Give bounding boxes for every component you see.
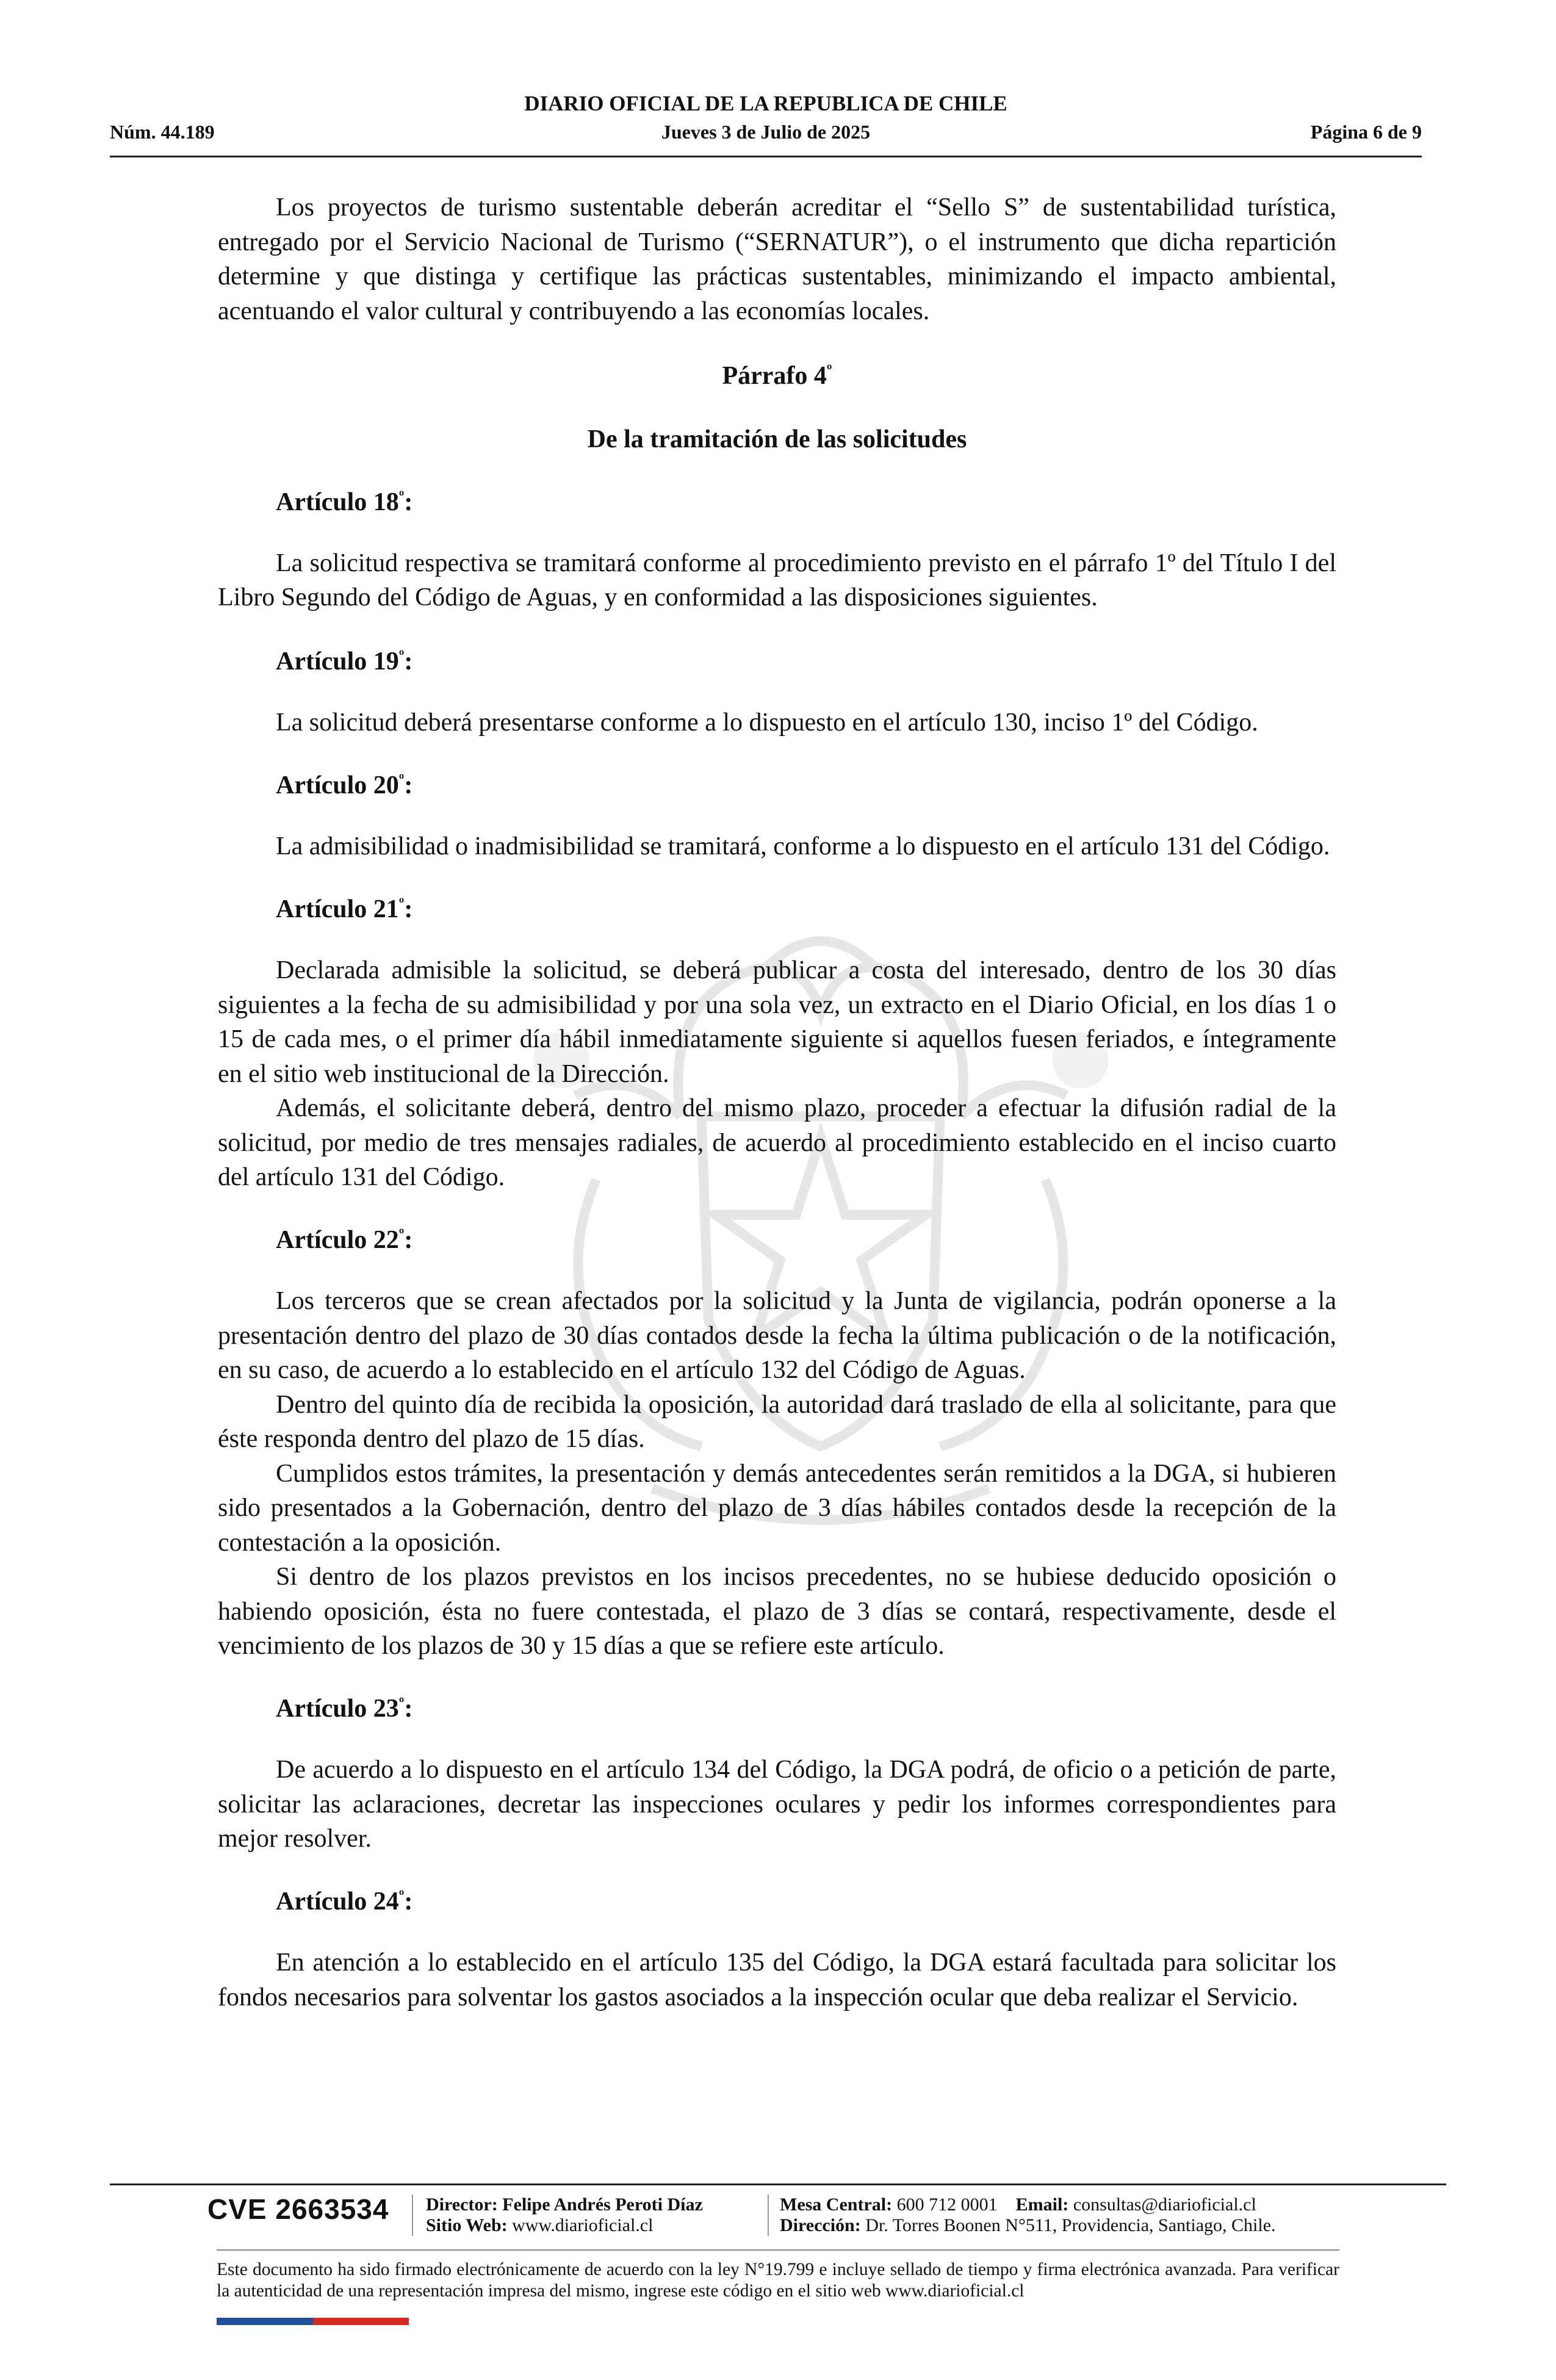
address-label: Dirección:	[780, 2215, 861, 2235]
article-18-text: La solicitud respectiva se tramitará conforme al procedimiento previsto en el párrafo 1º del Título I del Libro Segundo del Código de Aguas, y en conformidad a las disposiciones siguientes.	[218, 549, 1336, 611]
header-divider	[110, 156, 1422, 157]
gazette-title: DIARIO OFICIAL DE LA REPUBLICA DE CHILE	[524, 92, 1007, 115]
footer-director-block	[426, 2194, 703, 2236]
mesa-label: Mesa Central:	[780, 2194, 893, 2215]
article-24-text: En atención a lo establecido en el artículo 135 del Código, la DGA estará facultada para solicitar los fondos necesarios para solventar los gastos asociados a la inspección ocular que deba realizar el Servicio.	[218, 1949, 1336, 2011]
article-22-text-3: Cumplidos estos trámites, la presentación y demás antecedentes serán remitidos a la DGA, si hubieren sido presentados a la Gobernación, dentro del plazo de 3 días hábiles contados desde la recepción de la contestación a la oposición.	[218, 1459, 1336, 1557]
article-22-heading: Artículo $22^º$:	[276, 1225, 413, 1254]
article-21-text-1: Declarada admisible la solicitud, se deberá publicar a costa del interesado, dentro de los 30 días siguientes a la fecha de su admisibilidad y por una sola vez, un extracto en el Diario Oficial, en los días 1 o 15 de cada mes, o el primer día hábil inmediatamente siguiente si aquellos fuesen feriados, e íntegramente en el sitio web institucional de la Dirección.	[218, 956, 1336, 1088]
cve-code: CVE 2663534	[207, 2193, 389, 2225]
article-24-heading: Artículo $24^º$:	[276, 1886, 413, 1916]
article-18-heading: Artículo $18^º$:	[276, 488, 413, 516]
footer-separator	[768, 2194, 769, 2236]
article-19-text: La solicitud deberá presentarse conforme a lo dispuesto en el artículo 130, inciso 1º del Código.	[276, 709, 1258, 737]
intro-paragraph: Los proyectos de turismo sustentable deberán acreditar el “Sello S” de sustentabilidad turística, entregado por el Servicio Nacional de Turismo (“SERNATUR”), o el instrumento que dicha repartición determine y que distinga y certifique las prácticas sustentables, minimizando el impacto ambiental, acentuando el valor cultural y contribuyendo a las economías locales.	[218, 193, 1336, 325]
footer-divider-thin	[217, 2249, 1339, 2251]
legal-notice: Este documento ha sido firmado electrónicamente de acuerdo con la ley N°19.799 e incluye sellado de tiempo y firma electrónica avanzada. Para verificar la autenticidad de una representación impresa del mismo, ingrese este código en el sitio web www.diarioficial.cl	[217, 2260, 1339, 2301]
page-header	[110, 92, 1422, 150]
article-23-heading: Artículo $23^º$:	[276, 1693, 413, 1723]
address-value: Dr. Torres Boonen N°511, Providencia, Santiago, Chile.	[865, 2215, 1276, 2235]
footer-divider	[110, 2183, 1446, 2185]
article-22-text-1: Los terceros que se crean afectados por la solicitud y la Junta de vigilancia, podrán oponerse a la presentación dentro del plazo de 30 días contados desde la fecha la última publicación o de la notificación, en su caso, de acuerdo a lo establecido en el artículo 132 del Código de Aguas.	[218, 1287, 1336, 1384]
site-link[interactable]: www.diarioficial.cl	[512, 2215, 654, 2235]
article-22-text-2: Dentro del quinto día de recibida la oposición, la autoridad dará traslado de ella al solicitante, para que éste responda dentro del plazo de 15 días.	[218, 1390, 1336, 1453]
section-subheading: De la tramitación de las solicitudes	[587, 425, 967, 453]
email-link[interactable]: consultas@diarioficial.cl	[1073, 2194, 1256, 2215]
director-label: Director:	[426, 2194, 498, 2215]
flag-stripe-blue	[217, 2318, 313, 2325]
article-21-text-2: Además, el solicitante deberá, dentro del mismo plazo, proceder a efectuar la difusión radial de la solicitud, por medio de tres mensajes radiales, de acuerdo al procedimiento establecido en el inciso cuarto del artículo 131 del Código.	[218, 1094, 1336, 1191]
article-19-heading: Artículo $19^º$:	[276, 646, 413, 676]
article-23-text: De acuerdo a lo dispuesto en el artículo 134 del Código, la DGA podrá, de oficio o a petición de parte, solicitar las aclaraciones, decretar las inspecciones oculares y pedir los informes correspondientes para mejor resolver.	[218, 1756, 1336, 1853]
footer-contact-block	[780, 2194, 1276, 2236]
article-21-heading: Artículo $21^º$:	[276, 894, 413, 923]
article-20-heading: Artículo $20^º$:	[276, 770, 413, 799]
issue-date: Jueves 3 de Julio de 2025	[661, 121, 871, 143]
email-label: Email:	[1015, 2194, 1069, 2215]
mesa-value: 600 712 0001	[896, 2194, 998, 2215]
article-22-text-4: Si dentro de los plazos previstos en los incisos precedentes, no se hubiese deducido oposición o habiendo oposición, ésta no fuere contestada, el plazo de 3 días se contará, respectivamente, desde el vencimiento de los plazos de 30 y 15 días a que se refiere este artículo.	[218, 1563, 1336, 1660]
site-label: Sitio Web:	[426, 2215, 508, 2235]
page-number: Página 6 de 9	[1310, 121, 1422, 143]
flag-stripe-red	[313, 2318, 409, 2325]
footer-separator	[412, 2194, 413, 2236]
article-20-text: La admisibilidad o inadmisibilidad se tramitará, conforme a lo dispuesto en el artículo 131 del Código.	[276, 832, 1330, 860]
document-body	[218, 190, 1336, 2014]
director-value: Felipe Andrés Peroti Díaz	[502, 2194, 703, 2215]
issue-number: Núm. 44.189	[110, 121, 215, 143]
section-heading: Párrafo $4^º$	[722, 361, 832, 390]
